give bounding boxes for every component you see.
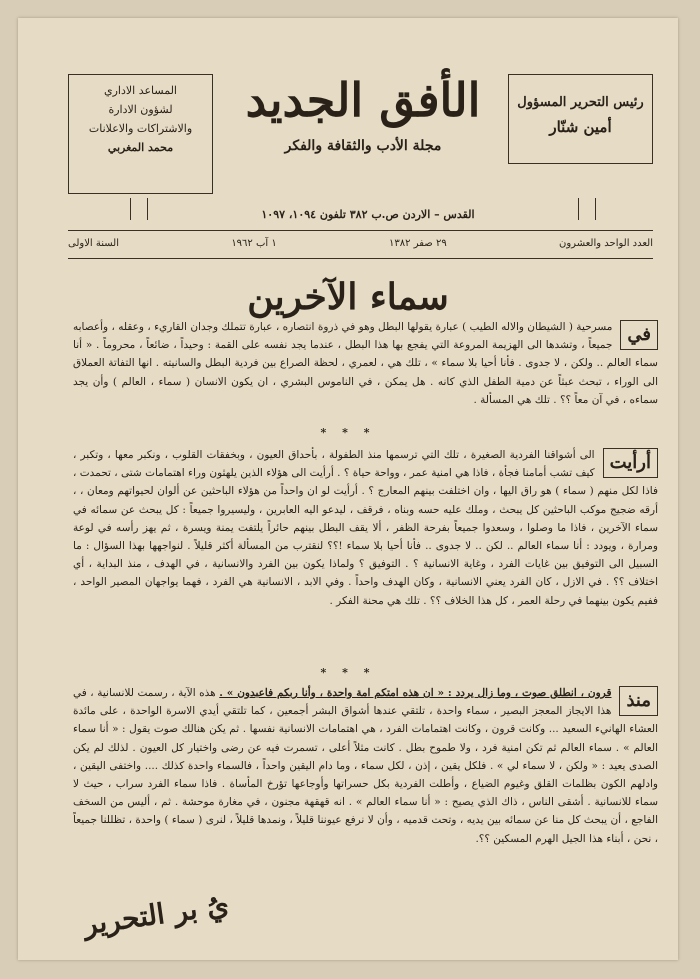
decor-bars-right xyxy=(578,198,596,220)
dateline xyxy=(68,238,653,249)
paragraph-1: مسرحية ( الشيطان والاله الطيب ) عبارة يقولها البطل وهو في ذروة انتصاره ، عبارة تتملك وجدان القاريء ، وعقله ، وأعصابه جميعاً ، وتشدها الى الهزيمة المروعة التي يفجع بها هذا البطل ، عندما يجد نفسه على القمة : وحيداً ، ضائعاً ، محروماً . « أنا سماء العالم .. ولكن ، لا جدوى . فأنا أحيا بلا سماء » ، تلك هي ، لعمري ، لحظة الصراع بين فردية البطل والسانيته . انها التفاتة العملاق الى الوراء ، تبحث عبثاً عن دمية الطفل الذي كانه . هل يمكن ، في الناموس البشري ، ان يكون الانسان ( سماء ، العالم ) وأن يجد سماءه ، في آن معاً ؟؟ . تلك هي المسألة . xyxy=(73,321,658,406)
magazine-address: القدس – الاردن ص.ب ٣٨٢ تلفون ١٠٩٤، ١٠٩٧ xyxy=(261,208,475,221)
rule-top xyxy=(68,230,653,231)
admin-line: المساعد الاداري xyxy=(104,84,177,97)
admin-line: والاشتراكات والاعلانات xyxy=(88,122,193,135)
volume-year: السنة الاولى xyxy=(68,238,120,249)
section-separator: * * * xyxy=(320,426,376,439)
editor-signature: يُ بر التحرير xyxy=(81,887,231,942)
article-section-1 xyxy=(73,318,658,416)
magazine-title: الأفق الجديد xyxy=(245,73,481,127)
admin-box xyxy=(68,74,213,194)
article-section-3 xyxy=(73,684,658,884)
gregorian-date: ١ آب ١٩٦٢ xyxy=(231,238,277,249)
hijri-date: ٢٩ صفر ١٣٨٢ xyxy=(389,238,447,249)
magazine-page xyxy=(18,18,678,960)
article-title: سماء الآخرين xyxy=(247,276,449,318)
section-separator: * * * xyxy=(320,666,376,679)
paragraph-3: هذه الآية ، رسمت للانسانية ، في هذا الايجاز المعجز البصير ، سماء واحدة ، تلتقي عندها أشواق البشر أجمعين ، كما تلتقي أيدي الاسرة الواحدة ، على مائدة العشاء الهانيء السعيد ... وكانت قرون ، وكانت اهتمامات الفرد ، هي اهتمامات الانسانية نفسها . ثم يكن هنالك صوت يقول : « أنا سماء العالم » . سماء العالم ثم تكن امنية فرد ، ولا طموح بطل . كانت مثلاً أعلى ، تسمرت فيه عن رضى واختيار كل العيون . لذلك لم يكن الصدى يعيد : « ولكن ، لا سماء لي » . فلكل يقين ، إذن ، لكل سماء ، وما دام اليقين واحداً ، فالسماء واحدة كذلك .... واختفى اليقين ، وادلهم الكون بظلمات القلق وغيوم الضياع ، وأطلت الفردية بكل حسراتها وأوجاعها تؤرخ المأساة . فاذا سماء الفرد سراب ، حيث لا سماء للانسانية . أشقى الناس ، ذاك الذي يصيح : « أنا سماء العالم » . انه قهقهة مجنون ، في مغارة موحشة . ثم ، أليس من السخف الفاجع ، أن يبحث كل منا عن سمائه بين يديه ، وتحت قدميه ، وأن لا نرفع عيوننا قليلاً ، ونمدها قليلاً ، لنرى ( سماء ) واحدة ، تظللنا جميعاً ، نحن ، أبناء هذا الجيل الهرم المسكين ؟؟. xyxy=(73,687,658,845)
admin-line: لشؤون الادارة xyxy=(108,103,173,116)
editor-name: أمين شنّار xyxy=(549,118,612,136)
editor-role: رئيس التحرير المسؤول xyxy=(517,95,644,110)
editor-box xyxy=(508,74,653,164)
magazine-subtitle: مجلة الأدب والثقافة والفكر xyxy=(284,138,442,154)
rule-bottom xyxy=(68,258,653,259)
issue-number: العدد الواحد والعشرون xyxy=(559,238,653,249)
article-section-2 xyxy=(73,446,658,660)
paragraph-2: الى أشواقنا الفردية الصغيرة ، تلك التي ترسمها منذ الطفولة ، بأحداق العيون ، وبخفقات القلوب ، ونكبر معها ، وتكبر ، كيف تشب أمامنا فجأة ، فاذا هي امنية عمر ، وواحة حياة ؟ . أرأيت الى هؤلاء الذين يلهثون وراء اهتمامات شتى ، تحمدت ، فاذا لكل منهم ( سماء ) هو راق اليها ، وان اختلفت بينهم المعارج ؟ . أرأيت لو ان واحداً من هؤلاء الباحثين عن ألوان لحيواتهم ومعان ، ، أرقه ضجيج موكب الباحثين كل يبحث ، وملك عليه حسه وبناه ، فرقف ، ليدعو اليه العابرين ، وليسيروا جميعاً : كل يبحث عن سمائه في سماء الآخرين ، فاذا ما وصلوا ، وسعدوا جميعاً بفرحة الظفر ، ألا يقف البطل بينهم حائراً يلتفت يمنة ويسرة ، ثم يهز رأسه في لوعة ومرارة ، ويودد : أنا سماء العالم .. لكن .. لا جدوى .. فأنا أحيا بلا سماء !؟؟ لنقترب من المسألة أكثر قليلاً . لنواجهها بهذا السؤال : ما السبيل الى التوفيق بين غايات الفرد ، وغاية الانسانية ؟ . التوفيق ؟ ولماذا يكون بين الفرد والانسانية ، في الهدف ، منذ البداية ، أي اختلاف ؟؟ . في الازل ، كان الفرد يعني الانسانية ، وكان الهدف واحداً . وفي الابد ، الانسانية هي الفرد ، فهما يواجهان المصير الواحد ، ففيم يكون بينهما في رحلة العمر ، كل هذا الخلاف ؟؟ . تلك هي محنة الفكر . xyxy=(73,449,658,607)
drop-word-3: منذ xyxy=(619,686,658,716)
admin-line: محمد المغربي xyxy=(107,141,174,154)
decor-bars-left xyxy=(130,198,148,220)
drop-word-2: أرأيت xyxy=(603,448,658,478)
drop-word-1: في xyxy=(620,320,658,350)
paragraph-3-lead: قرون ، انطلق صوت ، وما زال يردد : « ان هذه امتكم امة واحدة ، وأنا ربكم فاعبدون » . xyxy=(219,687,612,699)
